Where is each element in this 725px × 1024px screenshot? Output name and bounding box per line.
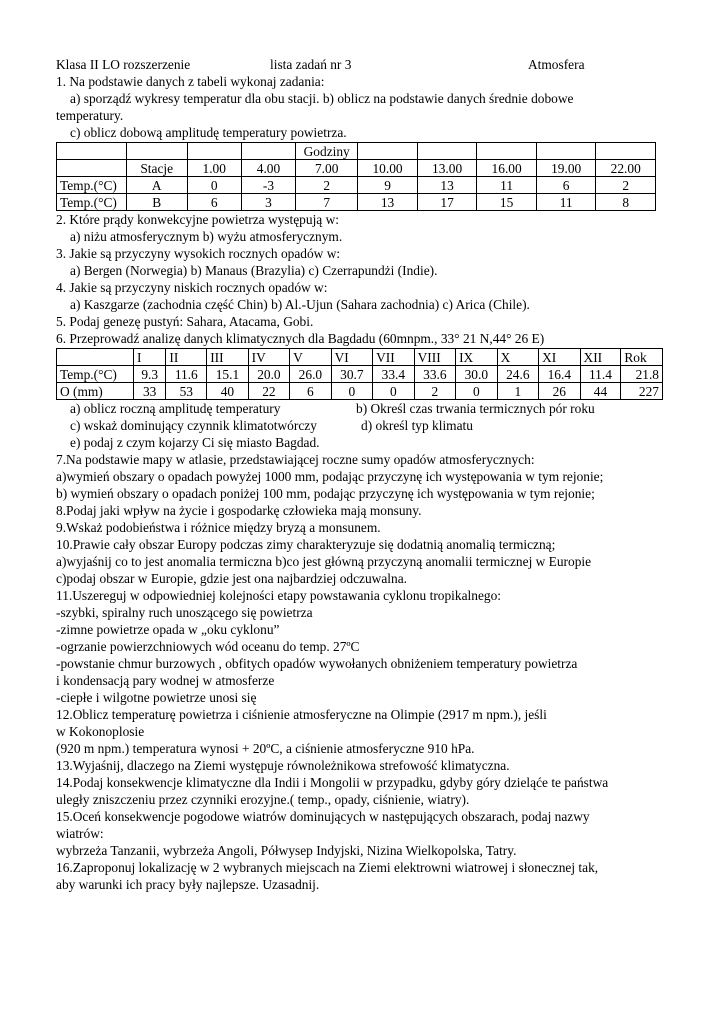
q6-item-c: c) wskaż dominujący czynnik klimatotwórczy [70, 418, 317, 433]
worksheet-header [56, 56, 656, 73]
station-a-row [57, 177, 656, 194]
tasks-7-16-text [56, 451, 656, 893]
temp-value: 9 [358, 177, 418, 194]
temp-value: 7 [296, 194, 358, 211]
temperature-row [57, 366, 663, 383]
table-cell [57, 160, 127, 177]
text-line: -ciepłe i wilgotne powietrze unosi się [56, 690, 257, 705]
station-cell: B [126, 194, 187, 211]
climate-value: 2 [414, 383, 455, 400]
text-line: 9.Wskaż podobieństwa i różnice między bryzą a monsunem. [56, 520, 381, 535]
month-header: III [207, 349, 248, 366]
climate-value: 6 [290, 383, 331, 400]
climate-value: 9.3 [134, 366, 166, 383]
text-line: a)wyjaśnij co to jest anomalia termiczna b)co jest główną przyczyną anomalii termicznej w Europie [56, 554, 592, 569]
month-header: I [134, 349, 166, 366]
text-line: 16.Zaproponuj lokalizację w 2 wybranych miejscach na Ziemi elektrowni wiatrowej i słonecznej tak, [56, 860, 599, 875]
month-header: IV [248, 349, 289, 366]
hour-header: 13.00 [417, 160, 477, 177]
table-cell [57, 349, 134, 366]
text-line: 8.Podaj jaki wpływ na życie i gospodarkę człowieka mają monsuny. [56, 503, 422, 518]
station-cell: A [126, 177, 187, 194]
q6-line-3 [56, 434, 656, 451]
climate-value: 11.6 [166, 366, 207, 383]
temp-value: 0 [187, 177, 241, 194]
climate-value: 33.4 [373, 366, 414, 383]
table-cell [477, 143, 537, 160]
hour-header: 22.00 [596, 160, 656, 177]
temp-value: 6 [536, 177, 596, 194]
hour-header: 7.00 [296, 160, 358, 177]
station-b-row [57, 194, 656, 211]
text-line: 5. Podaj genezę pustyń: Sahara, Atacama, Gobi. [56, 314, 314, 329]
text-line: c) oblicz dobową amplitudę temperatury powietrza. [70, 125, 347, 140]
text-line: 7.Na podstawie mapy w atlasie, przedstawiającej roczne sumy opadów atmosferycznych: [56, 452, 535, 467]
climate-value: 16.4 [539, 366, 580, 383]
row-label: O (mm) [57, 383, 134, 400]
text-line: a) niżu atmosferycznym b) wyżu atmosferycznym. [70, 229, 343, 244]
climate-value: 0 [331, 383, 372, 400]
climate-value: 15.1 [207, 366, 248, 383]
climate-value: 33 [134, 383, 166, 400]
stacje-header: Stacje [126, 160, 187, 177]
text-line: 3. Jakie są przyczyny wysokich rocznych opadów w: [56, 246, 341, 261]
q6-item-b: b) Określ czas trwania termicznych pór roku [356, 401, 595, 416]
hour-header: 10.00 [358, 160, 418, 177]
row-label: Temp.(°C) [57, 366, 134, 383]
hour-header: 19.00 [536, 160, 596, 177]
text-line: a)wymień obszary o opadach powyżej 1000 mm, podając przyczynę ich występowania w tym rejonie; [56, 469, 604, 484]
text-line: 15.Oceń konsekwencje pogodowe wiatrów dominujących w następujących obszarach, podaj nazwy [56, 809, 590, 824]
month-header: VIII [414, 349, 455, 366]
godziny-header: Godziny [296, 143, 358, 160]
text-line: c)podaj obszar w Europie, gdzie jest ona najbardziej odczuwalna. [56, 571, 407, 586]
month-header: Rok [621, 349, 663, 366]
text-line: 11.Uszereguj w odpowiedniej kolejności etapy powstawania cyklonu tropikalnego: [56, 588, 502, 603]
text-line: 10.Prawie cały obszar Europy podczas zimy charakteryzuje się dodatnią anomalią termiczną; [56, 537, 556, 552]
text-line: 6. Przeprowadź analizę danych klimatycznych dla Bagdadu (60mnpm., 33° 21 N,44° 26 E) [56, 331, 545, 346]
temp-value: 17 [417, 194, 477, 211]
month-header: IX [456, 349, 497, 366]
station-temperature-table [56, 142, 656, 211]
text-line: -ogrzanie powierzchniowych wód oceanu do temp. 27ºC [56, 639, 360, 654]
hour-header: 1.00 [187, 160, 241, 177]
temp-value: 3 [241, 194, 295, 211]
text-line: w Kokonoplosie [56, 724, 145, 739]
climate-value: 22 [248, 383, 289, 400]
baghdad-climate-table [56, 348, 663, 400]
task-1-text [56, 73, 656, 141]
month-header: VII [373, 349, 414, 366]
q6-item-a: a) oblicz roczną amplitudę temperatury [70, 401, 281, 416]
month-header: XI [539, 349, 580, 366]
text-line: a) Kaszgarze (zachodnia część Chin) b) Al.-Ujun (Sahara zachodnia) c) Arica (Chile). [70, 297, 530, 312]
temp-value: 13 [358, 194, 418, 211]
row-label: Temp.(°C) [57, 177, 127, 194]
month-header: II [166, 349, 207, 366]
climate-value: 26 [539, 383, 580, 400]
climate-value: 53 [166, 383, 207, 400]
text-line: a) Bergen (Norwegia) b) Manaus (Brazylia) c) Czerrapundżi (Indie). [70, 263, 438, 278]
table-cell [358, 143, 418, 160]
climate-value: 40 [207, 383, 248, 400]
text-line: 2. Które prądy konwekcyjne powietrza występują w: [56, 212, 339, 227]
text-line: 13.Wyjaśnij, dlaczego na Ziemi występuje równoleżnikowa strefowość klimatyczna. [56, 758, 510, 773]
month-header: XII [580, 349, 621, 366]
month-header: VI [331, 349, 372, 366]
table-cell [596, 143, 656, 160]
header-topic: Atmosfera [528, 57, 585, 72]
q6-line-1 [56, 400, 656, 417]
climate-value: 11.4 [580, 366, 621, 383]
text-line: -powstanie chmur burzowych , obfitych opadów wywołanych obniżeniem temperatury powietrza [56, 656, 578, 671]
climate-value: 1 [497, 383, 538, 400]
climate-value: 26.0 [290, 366, 331, 383]
table-cell [126, 143, 187, 160]
text-line: (920 m npm.) temperatura wynosi + 20ºC, a ciśnienie atmosferyczne 910 hPa. [56, 741, 475, 756]
text-line: a) sporządź wykresy temperatur dla obu stacji. b) oblicz na podstawie danych średnie dobowe [70, 91, 574, 106]
text-line: wiatrów: [56, 826, 104, 841]
text-line: 1. Na podstawie danych z tabeli wykonaj zadania: [56, 74, 325, 89]
temp-value: 11 [477, 177, 537, 194]
climate-value: 30.7 [331, 366, 372, 383]
climate-value: 44 [580, 383, 621, 400]
text-line: -szybki, spiralny ruch unoszącego się powietrza [56, 605, 313, 620]
text-line: wybrzeża Tanzanii, wybrzeża Angoli, Półwysep Indyjski, Nizina Wielkopolska, Tatry. [56, 843, 517, 858]
row-label: Temp.(°C) [57, 194, 127, 211]
climate-value: 0 [373, 383, 414, 400]
q6-line-2 [56, 417, 656, 434]
header-class: Klasa II LO rozszerzenie [56, 57, 191, 72]
climate-value: 20.0 [248, 366, 289, 383]
temp-value: 2 [296, 177, 358, 194]
month-header: X [497, 349, 538, 366]
climate-value: 30.0 [456, 366, 497, 383]
table-cell [417, 143, 477, 160]
table-cell [536, 143, 596, 160]
temp-value: 8 [596, 194, 656, 211]
temp-value: -3 [241, 177, 295, 194]
q6-item-d: d) określ typ klimatu [361, 418, 473, 433]
climate-value: 0 [456, 383, 497, 400]
climate-value: 227 [621, 383, 663, 400]
table-cell [57, 143, 127, 160]
table-cell [241, 143, 295, 160]
climate-value: 21.8 [621, 366, 663, 383]
text-line: aby warunki ich pracy były najlepsze. Uzasadnij. [56, 877, 320, 892]
text-line: 14.Podaj konsekwencje klimatyczne dla Indii i Mongolii w przypadku, gdyby góry dzieląće te państwa [56, 775, 609, 790]
temp-value: 11 [536, 194, 596, 211]
month-header: V [290, 349, 331, 366]
text-line: 4. Jakie są przyczyny niskich rocznych opadów w: [56, 280, 328, 295]
text-line: temperatury. [56, 108, 124, 123]
temp-value: 6 [187, 194, 241, 211]
header-list-title: lista zadań nr 3 [270, 57, 352, 72]
worksheet-page [56, 56, 659, 893]
months-row [57, 349, 663, 366]
text-line: 12.Oblicz temperaturę powietrza i ciśnienie atmosferyczne na Olimpie (2917 m npm.), jeśli [56, 707, 547, 722]
text-line: b) wymień obszary o opadach poniżej 100 mm, podając przyczynę ich występowania w tym rejonie; [56, 486, 595, 501]
tasks-2-6-text [56, 211, 656, 347]
temp-value: 2 [596, 177, 656, 194]
temp-value: 15 [477, 194, 537, 211]
hour-header: 16.00 [477, 160, 537, 177]
precipitation-row [57, 383, 663, 400]
text-line: uległy zniszczeniu przez czynniki erozyjne.( temp., opady, ciśnienie, wiatry). [56, 792, 470, 807]
text-line: -zimne powietrze opada w „oku cyklonu” [56, 622, 280, 637]
text-line: i kondensacją pary wodnej w atmosferze [56, 673, 275, 688]
temp-value: 13 [417, 177, 477, 194]
climate-value: 24.6 [497, 366, 538, 383]
climate-value: 33.6 [414, 366, 455, 383]
table-cell [187, 143, 241, 160]
hours-row [57, 160, 656, 177]
hour-header: 4.00 [241, 160, 295, 177]
q6-item-e: e) podaj z czym kojarzy Ci się miasto Bagdad. [70, 435, 320, 450]
